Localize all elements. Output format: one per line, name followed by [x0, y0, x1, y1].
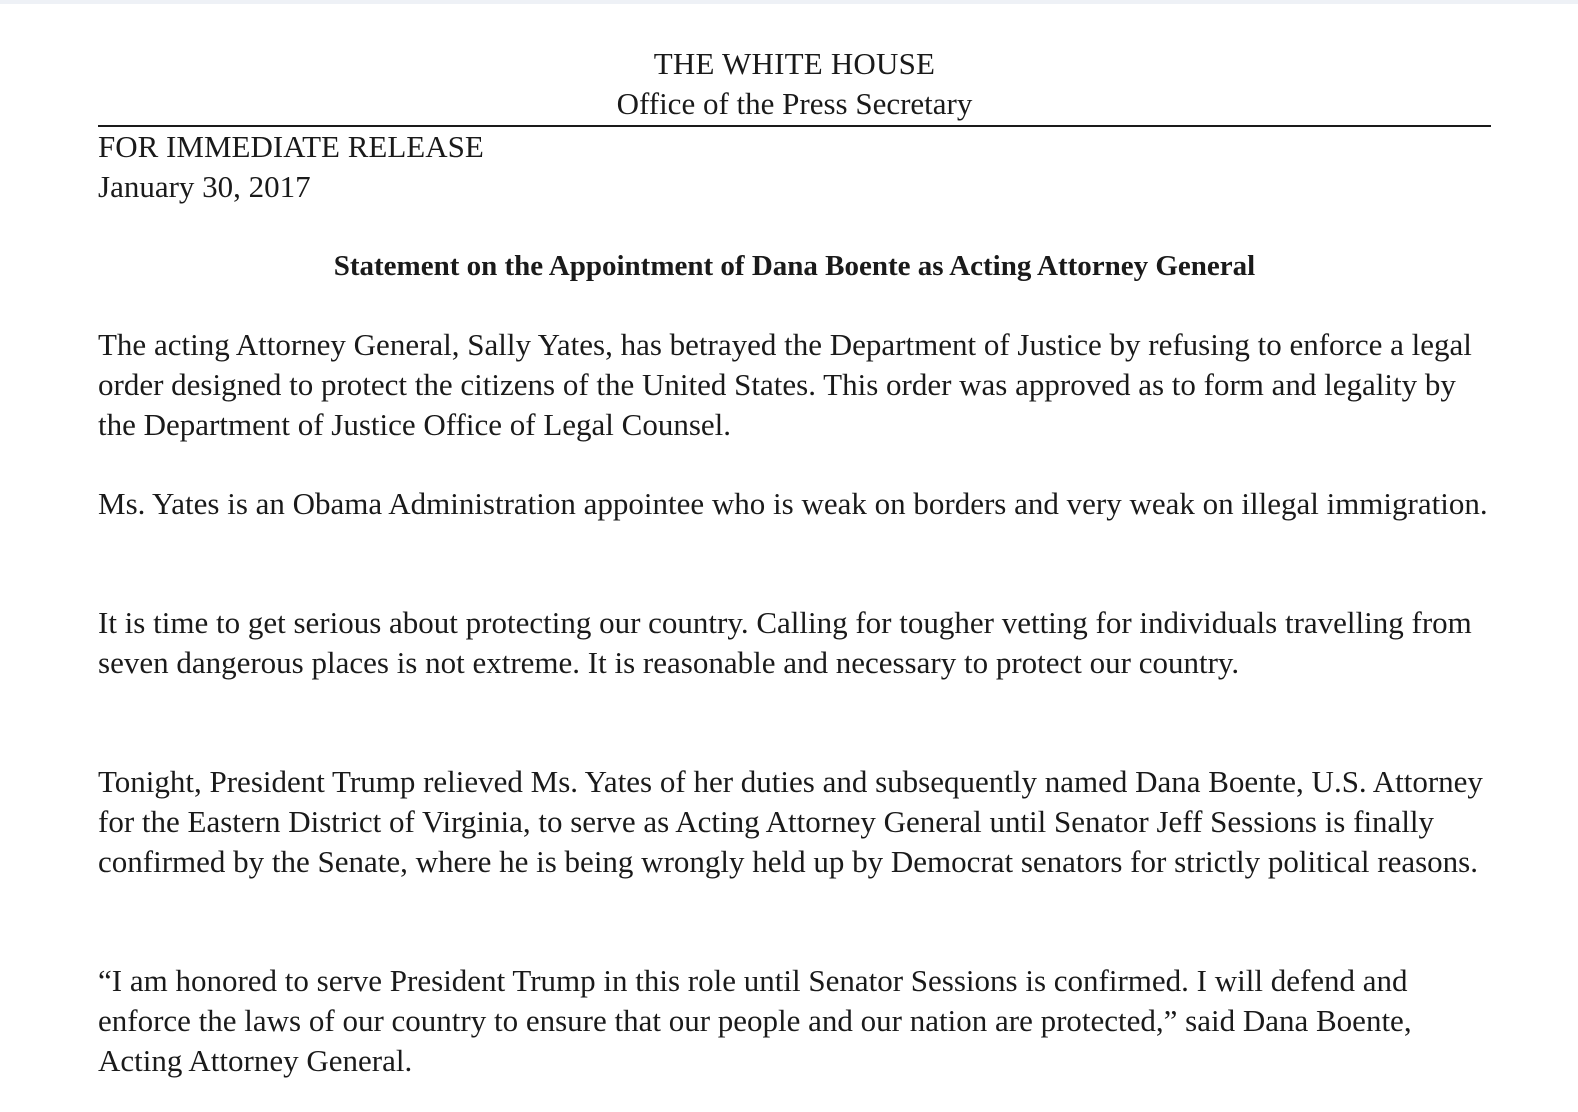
release-date: January 30, 2017 [98, 169, 311, 204]
paragraph-5: “I am honored to serve President Trump in this role until Senator Sessions is confirmed. I will defend and enforce the laws of our country to ensure that our people and our nation are protected,” said Dana Boente, Acting Attorney General. [98, 963, 1412, 1078]
statement-title: Statement on the Appointment of Dana Boente as Acting Attorney General [333, 250, 1256, 282]
top-edge-strip [0, 0, 1578, 4]
paragraph-3: It is time to get serious about protecting our country. Calling for tougher vetting for individuals travelling from seven dangerous places is not extreme. It is reasonable and necessary to protect our country. [98, 605, 1472, 680]
paragraph-2: Ms. Yates is an Obama Administration appointee who is weak on borders and very weak on illegal immigration. [98, 486, 1488, 521]
masthead [98, 44, 1491, 124]
organization-name: THE WHITE HOUSE [653, 46, 936, 81]
office-name: Office of the Press Secretary [616, 86, 973, 121]
release-block [98, 127, 484, 207]
paragraph-4: Tonight, President Trump relieved Ms. Yates of her duties and subsequently named Dana Boente, U.S. Attorney for the Eastern District of Virginia, to serve as Acting Attorney General until Senator Jeff Sessions is finally confirmed by the Senate, where he is being wrongly held up by Democrat senators for strictly political reasons. [98, 764, 1483, 879]
paragraph-1: The acting Attorney General, Sally Yates, has betrayed the Department of Justice by refusing to enforce a legal order designed to protect the citizens of the United States. This order was approved as to form and legality by the Department of Justice Office of Legal Counsel. [98, 327, 1472, 442]
release-label: FOR IMMEDIATE RELEASE [98, 129, 484, 164]
